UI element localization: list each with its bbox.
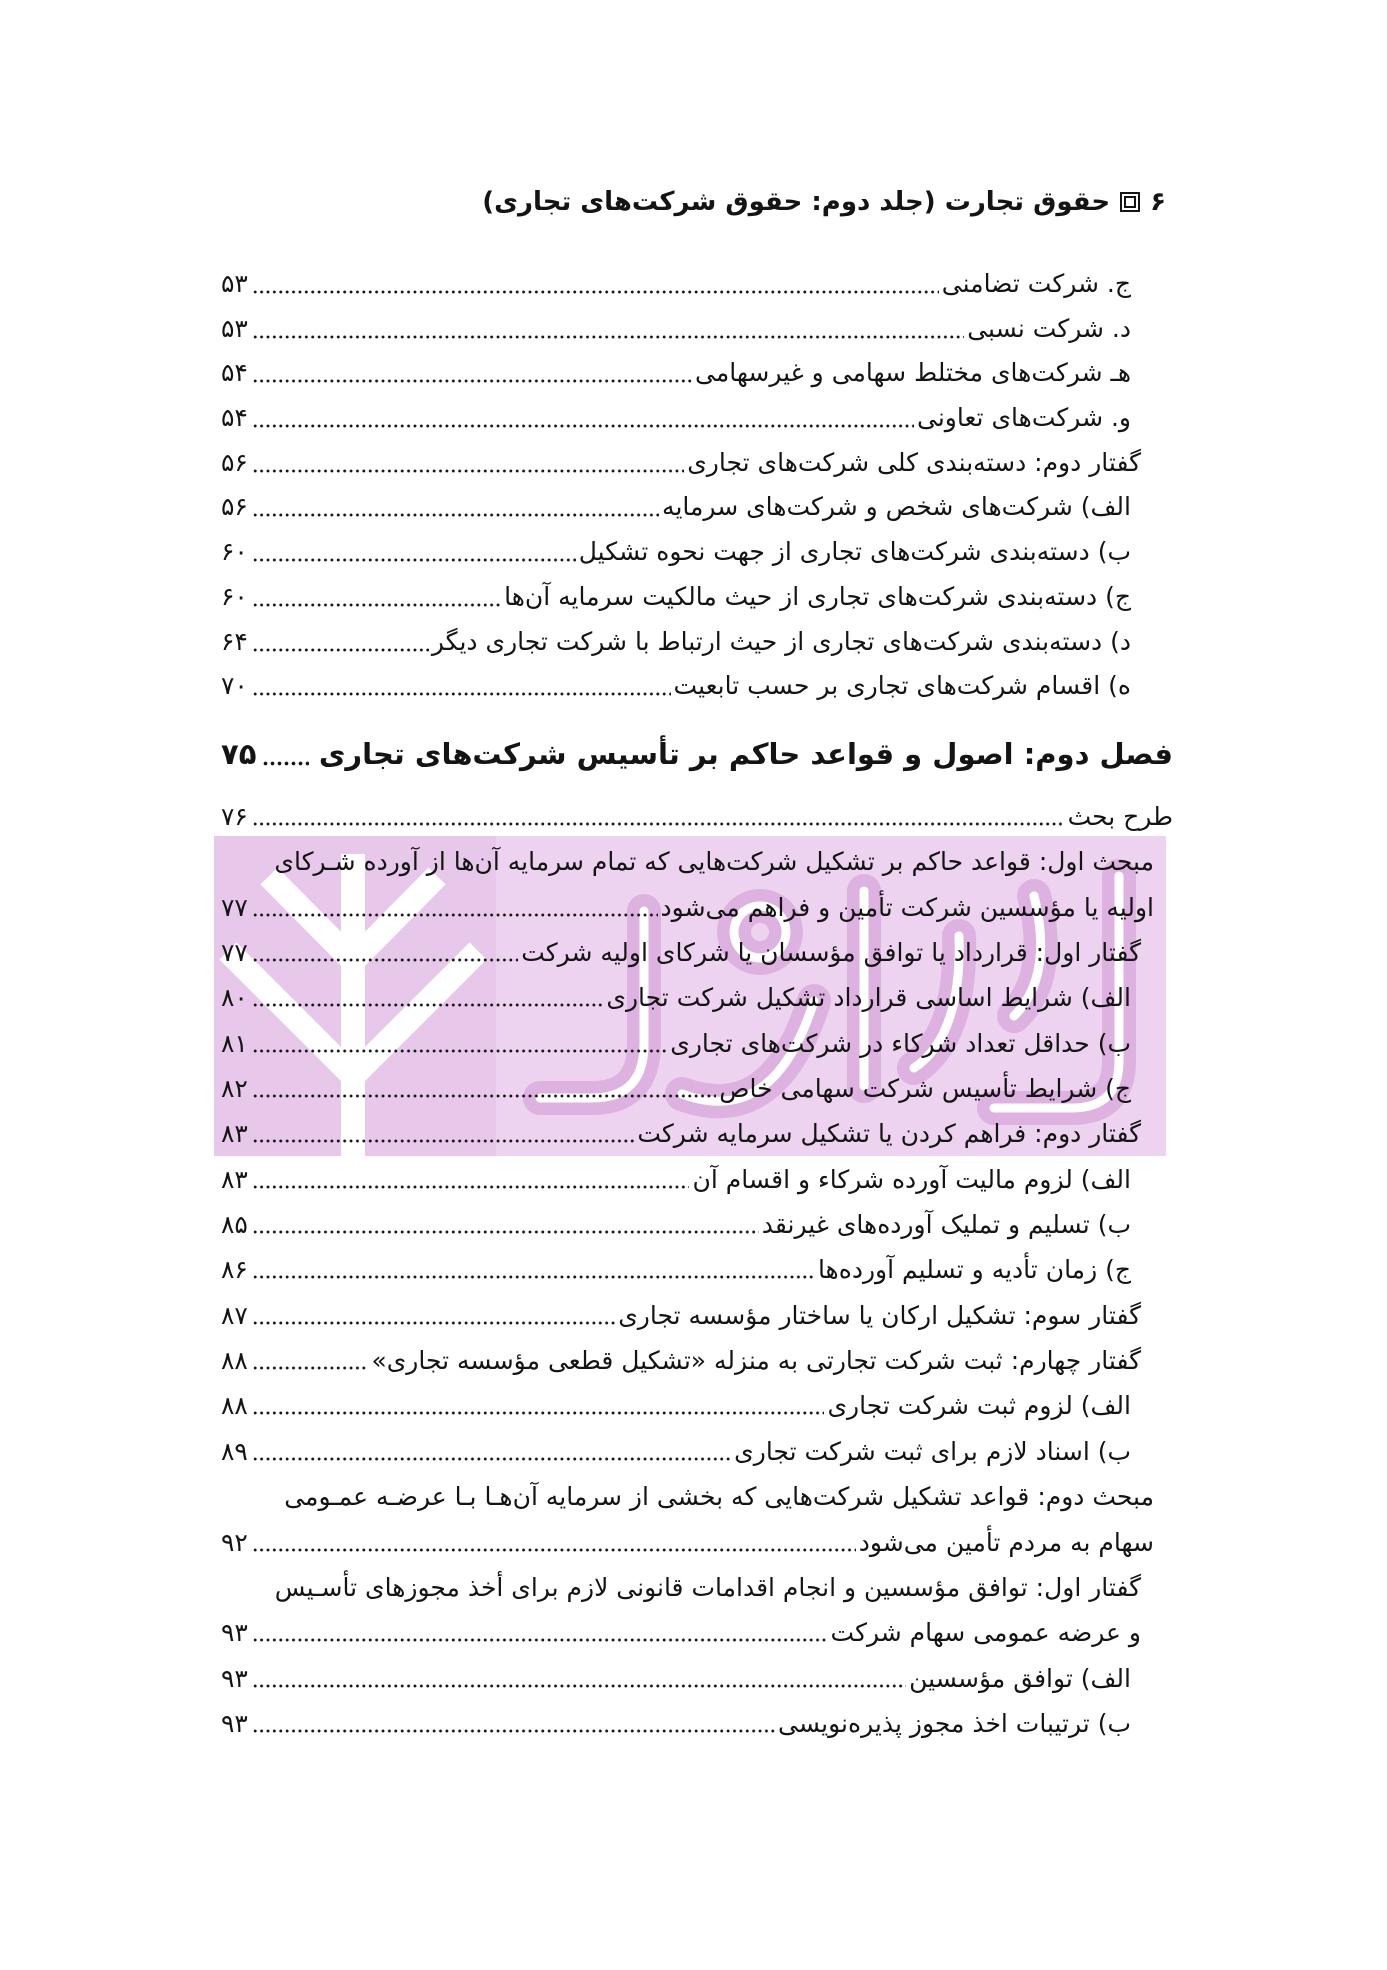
toc-entry [221,1202,1173,1247]
toc-entry-title: گفتار سوم: تشکیل ارکان یا ساختار مؤسسه تجاری [618,1300,1141,1330]
toc-page-number: ۸۸ [221,1391,248,1421]
toc-leader-dots [252,575,501,620]
toc-entry-title: ب) تسلیم و تملیک آورده‌های غیرنقد [761,1210,1131,1240]
toc-leader-dots [252,1066,716,1111]
toc-entry-title: هـ شرکت‌های مختلط سهامی و غیرسهامی [695,358,1131,388]
toc-entry-title: گفتار چهارم: ثبت شرکت تجارتی به منزله «تشکیل قطعی مؤسسه تجاری» [371,1346,1141,1376]
toc-entry-title: مبحث اول: قواعد حاکم بر تشکیل شرکت‌هایی که تمام سرمایه آن‌ها از آورده شـرکای [274,847,1154,877]
toc-entry-title: الف) توافق مؤسسین [909,1663,1131,1693]
toc-entry [221,1610,1173,1655]
toc-page-number: ۵۶ [221,492,248,522]
page-number: ۶ [1150,187,1166,217]
toc-page-number: ۸۳ [221,1119,248,1149]
toc-entry [221,1520,1173,1565]
toc-entry-title: گفتار اول: قرارداد یا توافق مؤسسان یا شرکای اولیه شرکت [521,938,1141,968]
toc-entry-title: اولیه یا مؤسسین شرکت تأمین و فراهم می‌شود [660,892,1154,922]
toc-leader-dots [252,396,914,441]
toc-entry-line [221,1474,1173,1519]
toc-entry [221,930,1173,975]
toc-entry-title: گفتار دوم: فراهم کردن یا تشکیل سرمایه شرکت [637,1119,1141,1149]
toc-entry-title: و. شرکت‌های تعاونی [917,403,1131,433]
toc-entry [221,1383,1173,1428]
toc-page-number: ۸۰ [221,983,248,1013]
toc-page-number: ۷۷ [221,892,248,922]
toc-entry-title: مبحث دوم: قواعد تشکیل شرکت‌هایی که بخشی از سرمایه آن‌هـا بـا عرضـه عمـومی [284,1482,1154,1512]
toc-page-number: ۶۴ [221,626,248,656]
toc-leader-dots [252,530,576,575]
toc-entry-line [221,839,1173,884]
toc-page-number: ۶۰ [221,581,248,611]
toc-entry [221,1656,1173,1701]
toc-entry [221,351,1173,396]
toc-page-number: ۸۹ [221,1436,248,1466]
toc-page-number: ۹۲ [221,1527,248,1557]
toc-leader-dots [252,1111,635,1156]
toc-entry [221,1701,1173,1746]
toc-entry [221,441,1173,486]
toc-entry-title: ب) ترتیبات اخذ مجوز پذیره‌نویسی [778,1708,1131,1738]
toc-page-number: ۸۳ [221,1164,248,1194]
toc-page-number: ۵۴ [221,358,248,388]
toc-page-number: ۹۳ [221,1618,248,1648]
toc-leader-dots [252,620,429,665]
toc-page-number: ۵۴ [221,403,248,433]
toc-entry [221,1157,1173,1202]
running-header [482,182,1166,222]
toc-entry [221,575,1173,620]
chapter-heading [221,729,1173,779]
toc-leader-dots [252,1293,615,1338]
toc-entry-title: ج. شرکت تضامنی [941,269,1131,298]
toc-page-number: ۸۲ [221,1074,248,1104]
toc-page-number: ۵۶ [221,447,248,477]
toc-page-number: ۸۷ [221,1300,248,1330]
toc-entry-title: گفتار اول: توافق مؤسسین و انجام اقدامات قانونی لازم برای أخذ مجوزهای تأسـیس [274,1572,1141,1602]
chapter-page-number: ۷۵ [221,737,257,771]
toc-page-number: ۷۷ [221,938,248,968]
toc-entry-title: ب) دسته‌بندی شرکت‌های تجاری از جهت نحوه تشکیل [578,537,1131,567]
toc-leader-dots [252,1338,369,1383]
toc-entry [221,1111,1173,1156]
chapter-title: فصل دوم: اصول و قواعد حاکم بر تأسیس شرکت‌های تجاری [318,737,1173,771]
toc-section-b [221,794,1173,1746]
toc-leader-dots [252,1202,759,1247]
toc-entry-title: و عرضه عمومی سهام شرکت [830,1618,1141,1648]
toc-leader-dots [252,975,604,1020]
toc-entry [221,1247,1173,1292]
toc-page-number: ۹۳ [221,1663,248,1693]
toc-entry-title: الف) لزوم ثبت شرکت تجاری [827,1391,1131,1421]
toc-leader-dots [252,1429,731,1474]
toc-leader-dots [252,794,1065,839]
toc-section-a [221,262,1173,709]
toc-leader-dots [252,1610,828,1655]
toc-entry-title: ج) زمان تأدیه و تسلیم آورده‌ها [817,1255,1131,1285]
toc-entry [221,485,1173,530]
toc-entry-title: الف) شرکت‌های شخص و شرکت‌های سرمایه [662,492,1131,522]
toc-entry-title: ب) حداقل تعداد شرکاء در شرکت‌های تجاری [670,1028,1131,1058]
toc-page-number: ۸۱ [221,1028,248,1058]
toc-leader-dots [262,729,308,779]
toc-page-number: ۹۳ [221,1708,248,1738]
toc-entry [221,885,1173,930]
toc-entry-title: الف) شرایط اساسی قرارداد تشکیل شرکت تجاری [606,983,1131,1013]
toc-page-number: ۶۰ [221,537,248,567]
toc-entry-title: د) دسته‌بندی شرکت‌های تجاری از حیث ارتباط با شرکت تجاری دیگر [431,626,1131,656]
toc-page-number: ۷۶ [221,802,248,831]
toc-entry-title: الف) لزوم مالیت آورده شرکاء و اقسام آن [692,1164,1131,1194]
toc-page-number: ۵۳ [221,313,248,343]
toc-page-number: ۵۳ [221,269,248,298]
toc-leader-dots [252,1021,667,1066]
toc-leader-dots [252,307,964,352]
toc-leader-dots [252,664,671,709]
book-title: حقوق تجارت (جلد دوم: حقوق شرکت‌های تجاری) [482,187,1111,217]
toc-entry-title: ب) اسناد لازم برای ثبت شرکت تجاری [734,1436,1131,1466]
toc-leader-dots [252,930,518,975]
toc-entry [221,975,1173,1020]
toc-entry [221,1293,1173,1338]
toc-page-number: ۸۵ [221,1210,248,1240]
toc-entry [221,664,1173,709]
toc-entry-title: طرح بحث [1067,802,1173,831]
toc-entry [221,396,1173,441]
toc-entry [221,530,1173,575]
toc-page-number: ۸۶ [221,1255,248,1285]
toc-entry-title: ه) اقسام شرکت‌های تجاری بر حسب تابعیت [673,671,1131,701]
toc-leader-dots [252,1383,825,1428]
toc-entry [221,1066,1173,1111]
toc-leader-dots [252,1247,815,1292]
toc-entry [221,620,1173,665]
toc-leader-dots [252,441,684,486]
toc-leader-dots [252,885,658,930]
framed-square-icon [1120,192,1140,212]
toc-page-number: ۸۸ [221,1346,248,1376]
toc-entry-title: ج) شرایط تأسیس شرکت سهامی خاص [719,1074,1131,1104]
toc-entry-line [221,1565,1173,1610]
toc-entry [221,1021,1173,1066]
toc-entry-title: سهام به مردم تأمین می‌شود [858,1527,1154,1557]
toc-entry [221,307,1173,352]
toc-leader-dots [252,1701,775,1746]
toc-leader-dots [252,1656,906,1701]
toc-entry-title: گفتار دوم: دسته‌بندی کلی شرکت‌های تجاری [687,447,1141,477]
toc-entry [221,1338,1173,1383]
toc-leader-dots [252,1520,856,1565]
toc-leader-dots [252,351,692,396]
toc-leader-dots [252,485,659,530]
toc-page-number: ۷۰ [221,671,248,701]
toc-entry [221,1429,1173,1474]
toc-entry [221,794,1173,839]
toc-entry [221,262,1173,307]
toc-leader-dots [252,1157,690,1202]
toc-entry-title: ج) دسته‌بندی شرکت‌های تجاری از حیث مالکیت سرمایه آن‌ها [504,581,1131,611]
toc-entry-title: د. شرکت نسبی [967,313,1131,343]
toc-leader-dots [252,262,939,307]
